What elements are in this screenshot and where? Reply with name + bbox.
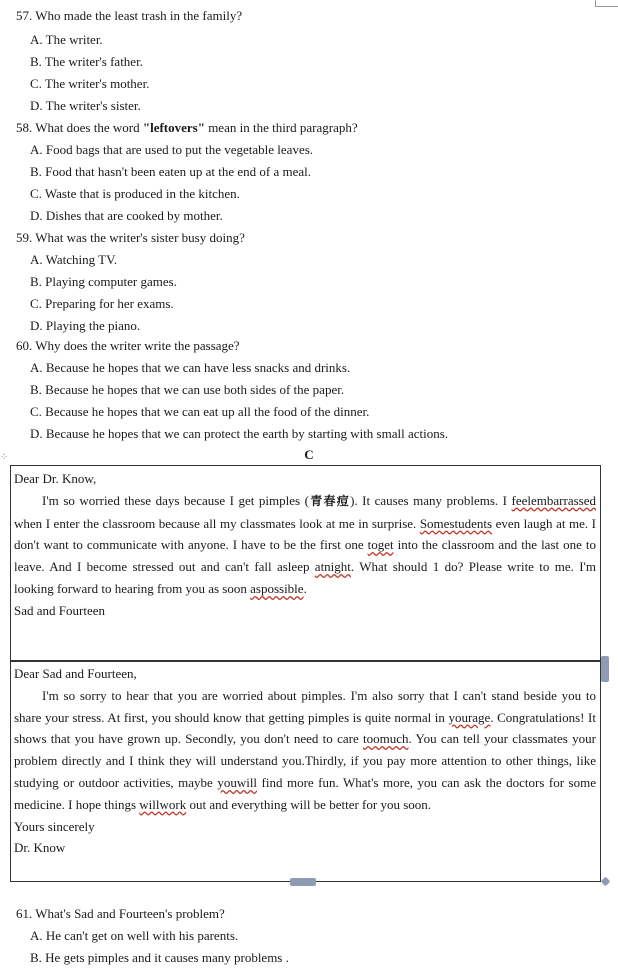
question-61-option-a: A. He can't get on well with his parents. (30, 928, 239, 943)
table-resize-handle-icon[interactable] (601, 877, 611, 887)
letter-1-text: . What should 1 do? Please write to me. I'm looking forward to hearing from you as soon (14, 559, 596, 596)
letter-2-greeting: Dear Sad and Fourteen, (14, 666, 137, 681)
page-corner-mark (595, 0, 618, 7)
letter-2-text: out and everything will be better for you soon. (186, 796, 432, 812)
spelling-error-word[interactable]: willwork (139, 796, 187, 812)
letter-2 (14, 663, 596, 859)
letter-1-text: . (303, 580, 307, 596)
letter-1-chinese-word: 青春痘 (308, 493, 351, 508)
question-59-option-c: C. Preparing for her exams. (30, 296, 174, 311)
question-57-option-d: D. The writer's sister. (30, 98, 141, 113)
section-label: C (304, 447, 314, 462)
question-61-stem: 61. What's Sad and Fourteen's problem? (16, 906, 225, 921)
letter-1-text: I'm so worried these days because I get pimples ( (42, 492, 309, 508)
letter-1-text: even laugh at me. I don't want to communicate with anyone. I have to be the first one (14, 515, 596, 553)
question-60-stem: 60. Why does the writer write the passage? (16, 338, 240, 353)
letter-2-text: I'm so sorry to hear that you are worried about pimples. I'm also sorry that I can't stand beside you to share your stress. At first, you should know that getting pimples is quite normal in (14, 687, 596, 725)
spelling-error-word[interactable]: toomuch (363, 731, 409, 747)
letter-1-signature: Sad and Fourteen (14, 602, 105, 618)
question-58-stem-post: mean in the third paragraph? (204, 120, 358, 135)
question-58-stem-word: "leftovers" (142, 120, 205, 135)
spelling-error-word[interactable]: toget (367, 537, 394, 553)
question-58-option-d: D. Dishes that are cooked by mother. (30, 208, 223, 223)
question-58-option-a: A. Food bags that are used to put the vegetable leaves. (30, 142, 314, 157)
spelling-error-word[interactable]: youwill (217, 774, 258, 790)
letter-2-body (14, 685, 596, 816)
question-60-option-c: C. Because he hopes that we can eat up all the food of the dinner. (30, 404, 370, 419)
letter-2-text: . Congratulations! It shows that you have grown up. Secondly, you don't need to care (14, 709, 596, 747)
question-60-option-a: A. Because he hopes that we can have less snacks and drinks. (30, 360, 351, 375)
question-58-option-c: C. Waste that is produced in the kitchen. (30, 186, 240, 201)
question-58-stem-pre: 58. What does the word (16, 120, 143, 135)
letter-1-text: when I enter the classroom because all my classmates look at me in surprise. (14, 515, 420, 531)
question-58-option-b: B. Food that hasn't been eaten up at the end of a meal. (30, 164, 312, 179)
letter-2-text: find more fun. What's more, you can ask the doctors for some medicine. I hope things (14, 774, 596, 812)
letter-1-greeting: Dear Dr. Know, (14, 471, 97, 486)
question-57-option-c: C. The writer's mother. (30, 76, 150, 91)
question-60-option-b: B. Because he hopes that we can use both sides of the paper. (30, 382, 345, 397)
question-57-stem: 57. Who made the least trash in the family? (16, 8, 243, 23)
letter-1 (14, 468, 596, 622)
question-58-stem (16, 120, 358, 136)
letter-1-body (14, 490, 596, 600)
letter-2-text: . You can tell your classmates your problem directly and I think they will understand you.Thirdly, if you pay more attention to other things, like studying or outdoor activities, maybe (14, 731, 596, 790)
spelling-error-word[interactable]: feelembarrassed (511, 492, 596, 508)
letter-2-signature: Dr. Know (14, 840, 66, 856)
question-59-option-d: D. Playing the piano. (30, 318, 141, 333)
row-resize-handle-icon[interactable] (601, 656, 609, 682)
spelling-error-word[interactable]: aspossible (250, 580, 304, 596)
add-row-handle-icon[interactable] (290, 878, 316, 886)
spelling-error-word[interactable]: Somestudents (419, 515, 493, 531)
letter-1-text: ). It causes many problems. I (350, 492, 512, 508)
spelling-error-word[interactable]: yourage (448, 709, 491, 725)
spelling-error-word[interactable]: atnight (314, 559, 351, 575)
question-59-option-b: B. Playing computer games. (30, 274, 177, 289)
question-57-option-b: B. The writer's father. (30, 54, 143, 69)
question-59-stem: 59. What was the writer's sister busy doing? (16, 230, 245, 245)
letter-1-text: into the classroom and the last one to leave. And I become stressed out and can't fall asleep (14, 537, 597, 575)
question-57-option-a: A. The writer. (30, 32, 103, 47)
question-59-option-a: A. Watching TV. (30, 252, 118, 267)
table-move-handle-icon[interactable]: ⁘ (0, 452, 9, 463)
question-60-option-d: D. Because he hopes that we can protect the earth by starting with small actions. (30, 426, 449, 441)
question-61-option-b: B. He gets pimples and it causes many problems . (30, 950, 289, 965)
letter-2-closing: Yours sincerely (14, 818, 95, 834)
